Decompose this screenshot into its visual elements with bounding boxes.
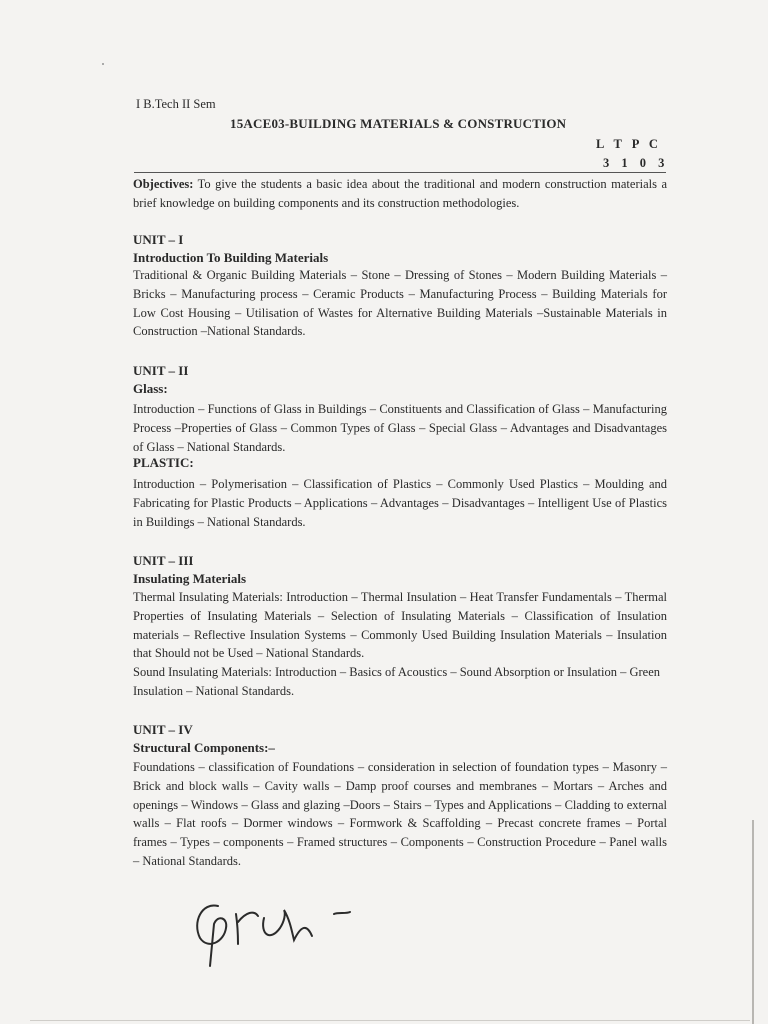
unit-2-body-glass: Introduction – Functions of Glass in Buildings – Constituents and Classification of Glass – Manufacturing Process –Properties of Glass – Common Types of Glass – Special Glass – Advantages and Disadvantages of Glass – National Standards. xyxy=(133,402,667,454)
unit-1-body: Traditional & Organic Building Materials – Stone – Dressing of Stones – Modern Building Materials – Bricks – Manufacturing process – Ceramic Products – Manufacturing Process – Building Materials for Low Cost Housing – Utilisation of Wastes for Alternative Building Materials –Sustainable Materials in Construction –National Standards. xyxy=(133,268,667,339)
objectives-text: To give the students a basic idea about the traditional and modern construction materials a brief knowledge on building components and its construction methodologies. xyxy=(133,177,667,210)
unit-3-heading: Insulating Materials xyxy=(133,571,247,586)
unit-3-body xyxy=(133,588,667,701)
semester-label: I B.Tech II Sem xyxy=(136,97,216,111)
unit-3-thermal-paragraph: Thermal Insulating Materials: Introduction – Thermal Insulation – Heat Transfer Fundamentals – Thermal Properties of Insulating Materials – Selection of Insulating Materials – Classification of Insulation materials – Reflective Insulation Systems – Commonly Used Building Insulation Materials – Insulation that Should not be Used – National Standards. xyxy=(133,590,667,661)
unit-2-body-plastic: Introduction – Polymerisation – Classification of Plastics – Commonly Used Plastics – Moulding and Fabricating for Plastic Products – Applications – Advantages – Disadvantages – Intelligent Use of Plastics in Buildings – National Standards. xyxy=(133,477,667,529)
unit-1-heading: Introduction To Building Materials xyxy=(133,250,329,265)
unit-3-label: UNIT – III xyxy=(133,553,194,568)
unit-3-sound-paragraph: Sound Insulating Materials: Introduction – Basics of Acoustics – Sound Absorption or Insulation – Green Insulation – National Standards. xyxy=(133,665,661,698)
scan-edge-bottom xyxy=(30,1020,750,1021)
scan-speck xyxy=(102,63,104,65)
header-rule xyxy=(134,172,666,173)
unit-4-label: UNIT – IV xyxy=(133,722,193,737)
objectives-paragraph xyxy=(133,175,667,213)
unit-2-label: UNIT – II xyxy=(133,363,189,378)
unit-2-heading-plastic: PLASTIC: xyxy=(133,455,194,470)
handwritten-signature xyxy=(188,884,388,974)
course-title: 15ACE03-BUILDING MATERIALS & CONSTRUCTION xyxy=(230,116,567,131)
unit-1-label: UNIT – I xyxy=(133,232,184,247)
scan-edge-right xyxy=(752,820,754,1024)
ltpc-labels: L T P C xyxy=(596,137,658,151)
unit-2-heading-glass: Glass: xyxy=(133,381,168,396)
objectives-label: Objectives: xyxy=(133,177,194,191)
unit-4-body: Foundations – classification of Foundations – consideration in selection of foundation types – Masonry – Brick and block walls – Cavity walls – Damp proof courses and membranes – Mortars – Arches and openings – Windows – Glass and glazing –Doors – Stairs – Types and Applications – Cladding to external walls – Flat roofs – Dormer windows – Formwork & Scaffolding – Precast concrete frames – Portal frames – Types – components – Framed structures – Components – Construction Procedure – Panel walls – National Standards. xyxy=(133,760,667,868)
ltpc-values: 3 1 0 3 xyxy=(603,156,665,170)
unit-4-heading: Structural Components:– xyxy=(133,740,275,755)
